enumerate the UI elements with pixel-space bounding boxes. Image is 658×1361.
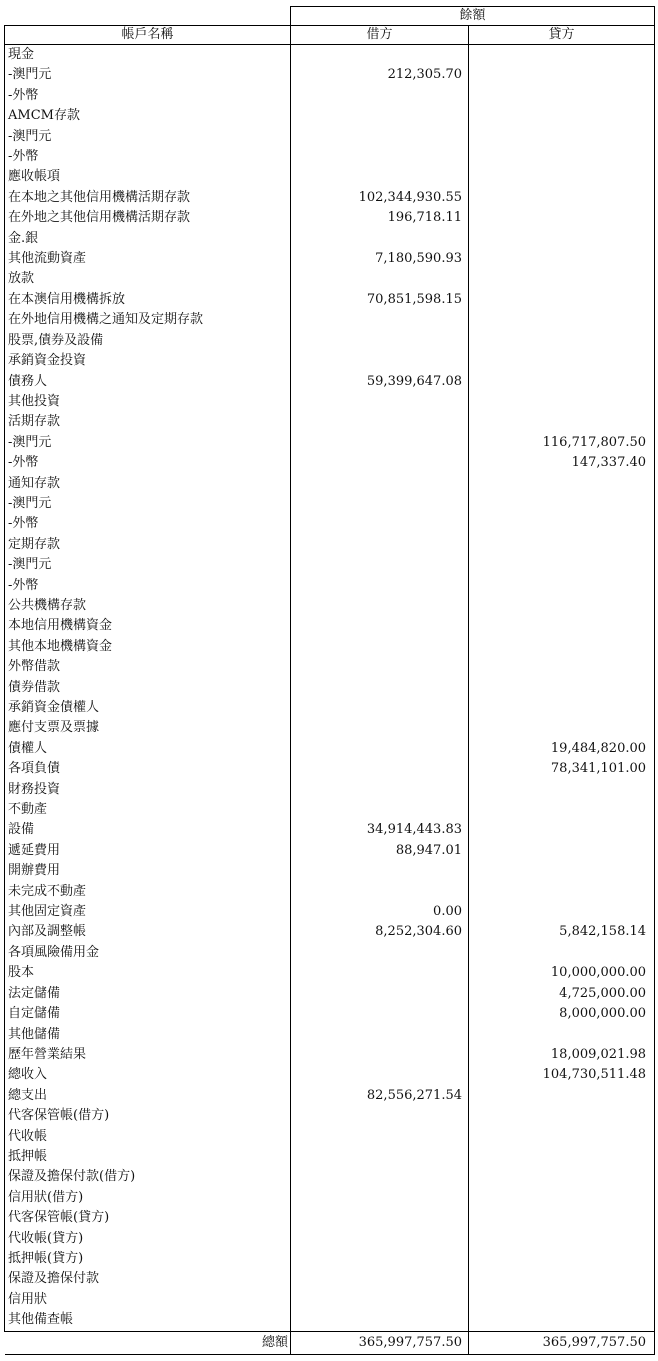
credit-cell: 5,842,158.14 (469, 922, 655, 942)
debit-cell (291, 943, 469, 963)
balance-header: 餘額 (291, 7, 655, 26)
credit-cell (469, 1086, 655, 1106)
account-name-cell: 代收帳 (5, 1127, 291, 1147)
credit-cell (469, 1025, 655, 1045)
account-name-cell: 信用狀(借方) (5, 1188, 291, 1208)
debit-cell: 0.00 (291, 902, 469, 922)
table-row (5, 269, 655, 289)
credit-cell (469, 249, 655, 269)
account-name-cell: 代客保管帳(借方) (5, 1106, 291, 1126)
debit-header: 借方 (291, 26, 469, 45)
credit-cell (469, 1269, 655, 1289)
table-row (5, 698, 655, 718)
account-name-cell: 其他固定資產 (5, 902, 291, 922)
account-name-cell: 應付支票及票據 (5, 718, 291, 738)
account-name-cell: 股本 (5, 963, 291, 983)
debit-cell (291, 269, 469, 289)
credit-cell (469, 637, 655, 657)
account-name-cell: 遞延費用 (5, 841, 291, 861)
table-row (5, 1229, 655, 1249)
table-row (5, 1249, 655, 1269)
table-row (5, 249, 655, 269)
account-name-cell: 其他備查帳 (5, 1310, 291, 1331)
table-row (5, 780, 655, 800)
account-name-cell: 定期存款 (5, 535, 291, 555)
credit-cell (469, 392, 655, 412)
debit-cell (291, 576, 469, 596)
credit-cell (469, 555, 655, 575)
debit-cell: 70,851,598.15 (291, 290, 469, 310)
debit-cell (291, 739, 469, 759)
account-name-cell: -外幣 (5, 453, 291, 473)
debit-cell: 34,914,443.83 (291, 820, 469, 840)
table-row (5, 1045, 655, 1065)
table-row (5, 392, 655, 412)
table-row (5, 596, 655, 616)
account-name-cell: AMCM存款 (5, 106, 291, 126)
table-row (5, 718, 655, 738)
account-name-cell: 抵押帳 (5, 1147, 291, 1167)
table-row (5, 616, 655, 636)
credit-cell (469, 718, 655, 738)
table-row (5, 514, 655, 534)
table-row (5, 1310, 655, 1331)
credit-cell (469, 780, 655, 800)
credit-cell (469, 1249, 655, 1269)
debit-cell: 102,344,930.55 (291, 188, 469, 208)
credit-cell (469, 1188, 655, 1208)
credit-cell (469, 902, 655, 922)
debit-cell (291, 1025, 469, 1045)
account-name-cell: 債券借款 (5, 678, 291, 698)
credit-cell (469, 678, 655, 698)
table-row (5, 1188, 655, 1208)
table-row (5, 1004, 655, 1024)
debit-cell (291, 514, 469, 534)
debit-cell (291, 555, 469, 575)
credit-cell (469, 535, 655, 555)
credit-cell (469, 943, 655, 963)
credit-cell (469, 372, 655, 392)
credit-cell (469, 820, 655, 840)
account-name-cell: 在本地之其他信用機構活期存款 (5, 188, 291, 208)
account-name-cell: -澳門元 (5, 555, 291, 575)
credit-cell: 104,730,511.48 (469, 1065, 655, 1085)
debit-cell (291, 963, 469, 983)
credit-cell (469, 1147, 655, 1167)
account-name-cell: 放款 (5, 269, 291, 289)
trial-balance-table (4, 6, 655, 1355)
debit-cell: 88,947.01 (291, 841, 469, 861)
table-row (5, 331, 655, 351)
debit-cell (291, 1127, 469, 1147)
debit-cell (291, 86, 469, 106)
credit-cell (469, 229, 655, 249)
credit-cell (469, 1106, 655, 1126)
account-name-cell: -外幣 (5, 514, 291, 534)
account-name-cell: 總支出 (5, 1086, 291, 1106)
debit-cell (291, 678, 469, 698)
credit-cell: 19,484,820.00 (469, 739, 655, 759)
debit-cell (291, 45, 469, 66)
account-rows (5, 45, 655, 1332)
debit-cell (291, 1208, 469, 1228)
credit-cell: 116,717,807.50 (469, 433, 655, 453)
account-name-cell: 公共機構存款 (5, 596, 291, 616)
debit-cell: 196,718.11 (291, 208, 469, 228)
debit-cell (291, 718, 469, 738)
table-row (5, 494, 655, 514)
account-name-cell: 本地信用機構資金 (5, 616, 291, 636)
account-name-cell: 債權人 (5, 739, 291, 759)
table-row (5, 65, 655, 85)
account-name-cell: 法定儲備 (5, 984, 291, 1004)
table-row (5, 943, 655, 963)
debit-cell (291, 147, 469, 167)
account-name-cell: -外幣 (5, 576, 291, 596)
table-row (5, 167, 655, 187)
account-name-cell: -外幣 (5, 86, 291, 106)
table-row (5, 1065, 655, 1085)
account-name-cell: 開辦費用 (5, 861, 291, 881)
account-name-cell: 信用狀 (5, 1290, 291, 1310)
table-row (5, 555, 655, 575)
debit-cell (291, 1147, 469, 1167)
table-row (5, 963, 655, 983)
table-row (5, 1208, 655, 1228)
table-row (5, 882, 655, 902)
credit-cell (469, 1310, 655, 1331)
total-row (5, 1331, 655, 1354)
debit-cell (291, 453, 469, 473)
credit-cell (469, 269, 655, 289)
table-row (5, 800, 655, 820)
debit-cell (291, 1188, 469, 1208)
table-row (5, 902, 655, 922)
table-row (5, 208, 655, 228)
account-name-cell: -澳門元 (5, 433, 291, 453)
table-row (5, 922, 655, 942)
credit-cell: 8,000,000.00 (469, 1004, 655, 1024)
debit-cell (291, 1106, 469, 1126)
account-name-cell: 股票,債券及設備 (5, 331, 291, 351)
account-name-cell: 外幣借款 (5, 657, 291, 677)
credit-cell (469, 106, 655, 126)
debit-cell (291, 127, 469, 147)
debit-cell (291, 535, 469, 555)
credit-cell (469, 310, 655, 330)
debit-cell (291, 229, 469, 249)
total-debit: 365,997,757.50 (291, 1331, 469, 1354)
credit-cell: 78,341,101.00 (469, 759, 655, 779)
debit-cell (291, 392, 469, 412)
table-row (5, 372, 655, 392)
debit-cell (291, 412, 469, 432)
account-name-cell: 代收帳(貸方) (5, 1229, 291, 1249)
credit-cell (469, 800, 655, 820)
table-row (5, 127, 655, 147)
table-row (5, 576, 655, 596)
debit-cell (291, 474, 469, 494)
credit-cell (469, 882, 655, 902)
table-row (5, 1290, 655, 1310)
debit-cell (291, 698, 469, 718)
table-row (5, 310, 655, 330)
debit-cell (291, 882, 469, 902)
credit-cell: 147,337.40 (469, 453, 655, 473)
table-row (5, 290, 655, 310)
debit-cell (291, 1269, 469, 1289)
credit-cell (469, 698, 655, 718)
debit-cell (291, 106, 469, 126)
credit-cell (469, 331, 655, 351)
account-name-cell: 不動產 (5, 800, 291, 820)
account-name-cell: 承銷資金投資 (5, 351, 291, 371)
table-row (5, 147, 655, 167)
debit-cell (291, 1229, 469, 1249)
account-name-cell: 代客保管帳(貸方) (5, 1208, 291, 1228)
account-name-cell: 在外地信用機構之通知及定期存款 (5, 310, 291, 330)
debit-cell (291, 759, 469, 779)
account-name-cell: 未完成不動產 (5, 882, 291, 902)
table-row (5, 433, 655, 453)
debit-cell (291, 657, 469, 677)
table-row (5, 453, 655, 473)
account-name-cell: 保證及擔保付款(借方) (5, 1167, 291, 1187)
debit-cell (291, 1167, 469, 1187)
debit-cell (291, 637, 469, 657)
credit-cell (469, 1208, 655, 1228)
account-name-cell: 其他儲備 (5, 1025, 291, 1045)
credit-cell (469, 494, 655, 514)
debit-cell (291, 596, 469, 616)
credit-cell: 4,725,000.00 (469, 984, 655, 1004)
credit-cell (469, 127, 655, 147)
account-name-cell: -澳門元 (5, 65, 291, 85)
account-name-cell: 各項負債 (5, 759, 291, 779)
account-name-cell: 歷年營業結果 (5, 1045, 291, 1065)
account-name-cell: 內部及調整帳 (5, 922, 291, 942)
table-row (5, 535, 655, 555)
debit-cell (291, 861, 469, 881)
debit-cell: 82,556,271.54 (291, 1086, 469, 1106)
debit-cell (291, 167, 469, 187)
table-row (5, 229, 655, 249)
credit-cell (469, 86, 655, 106)
account-name-cell: -外幣 (5, 147, 291, 167)
debit-cell (291, 800, 469, 820)
total-credit: 365,997,757.50 (469, 1331, 655, 1354)
debit-cell (291, 433, 469, 453)
debit-cell: 212,305.70 (291, 65, 469, 85)
account-name-cell: 保證及擔保付款 (5, 1269, 291, 1289)
table-row (5, 1025, 655, 1045)
account-name-cell: 債務人 (5, 372, 291, 392)
account-name-cell: -澳門元 (5, 127, 291, 147)
credit-cell (469, 474, 655, 494)
account-name-cell: 其他本地機構資金 (5, 637, 291, 657)
table-row (5, 45, 655, 66)
account-name-cell: 活期存款 (5, 412, 291, 432)
credit-cell (469, 1127, 655, 1147)
credit-header: 貸方 (469, 26, 655, 45)
table-row (5, 351, 655, 371)
table-row (5, 474, 655, 494)
table-row (5, 1147, 655, 1167)
table-row (5, 1106, 655, 1126)
account-name-cell: 現金 (5, 45, 291, 66)
account-name-cell: 在本澳信用機構拆放 (5, 290, 291, 310)
credit-cell (469, 351, 655, 371)
credit-cell (469, 412, 655, 432)
debit-cell (291, 616, 469, 636)
account-name-header: 帳戶名稱 (5, 26, 291, 45)
table-row (5, 861, 655, 881)
debit-cell (291, 310, 469, 330)
table-row (5, 657, 655, 677)
account-name-cell: 其他投資 (5, 392, 291, 412)
table-row (5, 820, 655, 840)
account-name-cell: 財務投資 (5, 780, 291, 800)
table-row (5, 637, 655, 657)
debit-cell (291, 1065, 469, 1085)
account-name-cell: -澳門元 (5, 494, 291, 514)
account-name-cell: 自定儲備 (5, 1004, 291, 1024)
credit-cell (469, 616, 655, 636)
account-name-cell: 應收帳項 (5, 167, 291, 187)
table-row (5, 739, 655, 759)
account-name-cell: 承銷資金債權人 (5, 698, 291, 718)
table-row (5, 1086, 655, 1106)
debit-cell (291, 1004, 469, 1024)
table-row (5, 106, 655, 126)
table-row (5, 984, 655, 1004)
table-row (5, 841, 655, 861)
debit-cell: 59,399,647.08 (291, 372, 469, 392)
credit-cell (469, 65, 655, 85)
table-row (5, 188, 655, 208)
credit-cell (469, 1167, 655, 1187)
debit-cell (291, 1290, 469, 1310)
table-row (5, 412, 655, 432)
table-row (5, 1127, 655, 1147)
header-row-balance (5, 7, 655, 26)
debit-cell (291, 1249, 469, 1269)
debit-cell (291, 1045, 469, 1065)
credit-cell (469, 514, 655, 534)
debit-cell: 7,180,590.93 (291, 249, 469, 269)
table-row (5, 1167, 655, 1187)
credit-cell: 10,000,000.00 (469, 963, 655, 983)
credit-cell (469, 147, 655, 167)
credit-cell (469, 208, 655, 228)
table-row (5, 759, 655, 779)
credit-cell (469, 188, 655, 208)
debit-cell (291, 351, 469, 371)
debit-cell (291, 494, 469, 514)
credit-cell (469, 576, 655, 596)
table-row (5, 1269, 655, 1289)
credit-cell (469, 596, 655, 616)
credit-cell: 18,009,021.98 (469, 1045, 655, 1065)
credit-cell (469, 1290, 655, 1310)
debit-cell: 8,252,304.60 (291, 922, 469, 942)
account-name-cell: 其他流動資產 (5, 249, 291, 269)
table-row (5, 86, 655, 106)
account-name-cell: 各項風險備用金 (5, 943, 291, 963)
credit-cell (469, 657, 655, 677)
credit-cell (469, 290, 655, 310)
debit-cell (291, 1310, 469, 1331)
debit-cell (291, 984, 469, 1004)
credit-cell (469, 861, 655, 881)
account-name-cell: 總收入 (5, 1065, 291, 1085)
table-row (5, 678, 655, 698)
debit-cell (291, 331, 469, 351)
account-name-cell: 抵押帳(貸方) (5, 1249, 291, 1269)
debit-cell (291, 780, 469, 800)
account-name-cell: 設備 (5, 820, 291, 840)
account-name-cell: 金.銀 (5, 229, 291, 249)
credit-cell (469, 841, 655, 861)
total-label: 總額 (5, 1331, 291, 1354)
credit-cell (469, 167, 655, 187)
credit-cell (469, 45, 655, 66)
account-name-cell: 在外地之其他信用機構活期存款 (5, 208, 291, 228)
account-name-cell: 通知存款 (5, 474, 291, 494)
credit-cell (469, 1229, 655, 1249)
header-row-columns (5, 26, 655, 45)
